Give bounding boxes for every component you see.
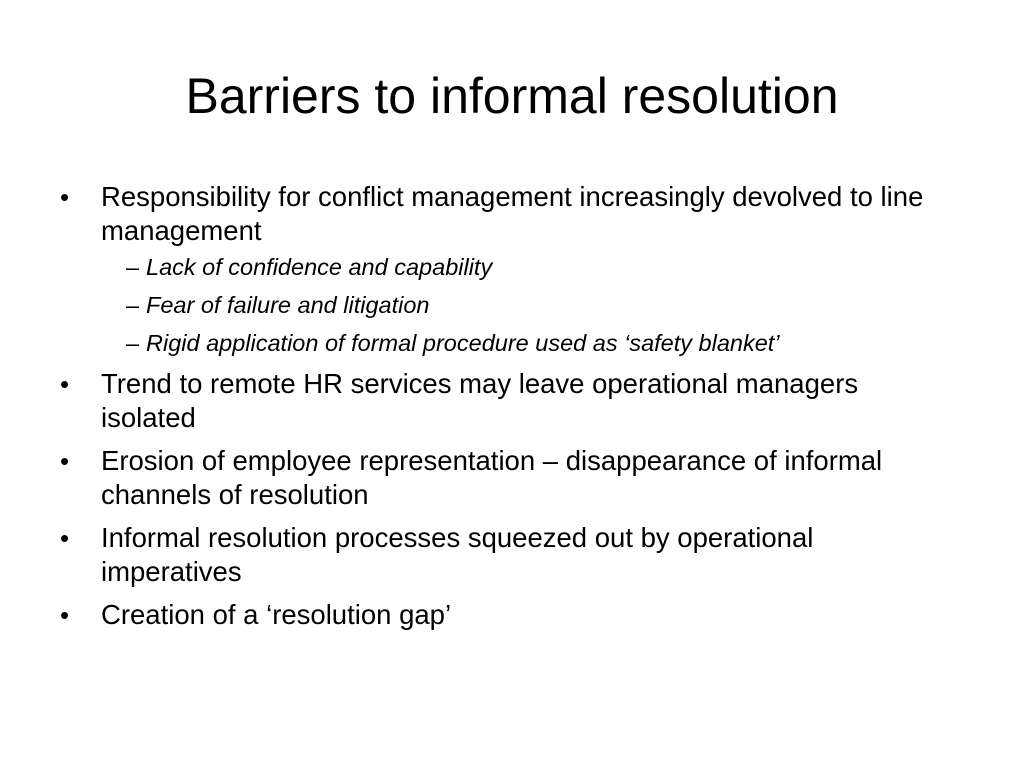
bullet-text: Responsibility for conflict management increasingly devolved to line management — [101, 181, 924, 246]
bullet-item — [58, 444, 958, 512]
bullet-text: Erosion of employee representation – disappearance of informal channels of resolution — [101, 445, 883, 510]
sub-bullet-item — [101, 252, 958, 282]
sub-bullet-text: Rigid application of formal procedure used as ‘safety blanket’ — [146, 330, 780, 356]
bullet-text: Creation of a ‘resolution gap’ — [101, 599, 452, 630]
bullet-icon: • — [60, 182, 70, 212]
sub-bullet-text: Lack of confidence and capability — [146, 254, 493, 280]
bullet-item — [58, 598, 958, 632]
bullet-text: Trend to remote HR services may leave operational managers isolated — [101, 368, 859, 433]
slide-title: Barriers to informal resolution — [185, 68, 839, 124]
bullet-icon: • — [60, 600, 70, 630]
dash-icon: – — [126, 292, 140, 318]
bullet-icon: • — [60, 523, 70, 553]
sub-bullet-text: Fear of failure and litigation — [146, 292, 430, 318]
sub-bullet-item — [101, 290, 958, 320]
bullet-item — [58, 180, 958, 358]
sub-bullet-list — [101, 252, 958, 358]
bullet-item — [58, 367, 958, 435]
dash-icon: – — [126, 330, 140, 356]
bullet-item — [58, 521, 958, 589]
bullet-icon: • — [60, 446, 70, 476]
bullet-icon: • — [60, 369, 70, 399]
dash-icon: – — [126, 254, 140, 280]
bullet-text: Informal resolution processes squeezed out by operational imperatives — [101, 522, 814, 587]
sub-bullet-item — [101, 328, 958, 358]
bullet-list — [58, 180, 958, 641]
